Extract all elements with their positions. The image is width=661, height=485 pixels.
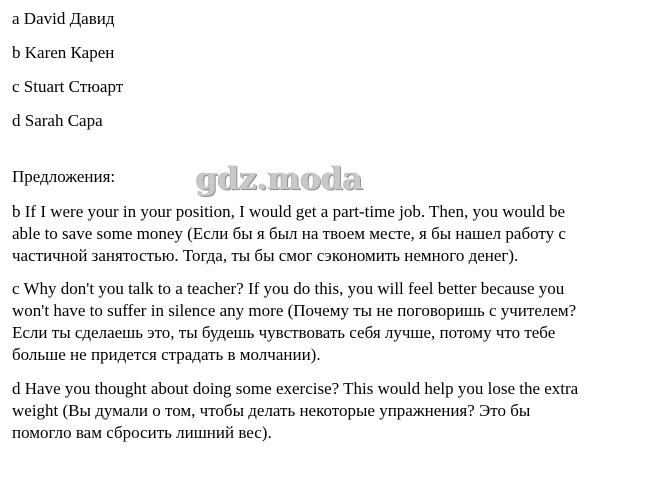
paragraph-line: Если ты сделаешь это, ты будешь чувствовать себя лучше, потому что тебе [12, 323, 556, 342]
paragraph-line: c Why don't you talk to a teacher? If you do this, you will feel better because you [12, 279, 565, 298]
paragraph-line: b If I were your in your position, I would get a part-time job. Then, you would be [12, 202, 566, 221]
paragraph-line: помогло вам сбросить лишний вес). [12, 423, 272, 442]
answer-b: b Karen Карен [12, 43, 115, 62]
paragraph-c [12, 278, 652, 366]
section-label: Предложения: [12, 167, 116, 186]
paragraph-line: больше не придется страдать в молчании). [12, 345, 321, 364]
paragraph-line: won't have to suffer in silence any more (Почему ты не поговоришь с учителем? [12, 301, 577, 320]
paragraph-line: частичной занятостью. Тогда, ты бы смог сэкономить немного денег). [12, 246, 519, 265]
answer-d: d Sarah Сара [12, 111, 103, 130]
paragraph-d [12, 378, 652, 444]
paragraph-line: d Have you thought about doing some exercise? This would help you lose the extra [12, 379, 579, 398]
paragraph-line: weight (Вы думали о том, чтобы делать некоторые упражнения? Это бы [12, 401, 531, 420]
paragraph-line: able to save some money (Если бы я был на твоем месте, я бы нашел работу с [12, 224, 566, 243]
answer-c: c Stuart Стюарт [12, 77, 124, 96]
paragraph-b [12, 201, 652, 267]
answer-a: a David Давид [12, 9, 115, 28]
watermark-logo: gdz.moda [196, 161, 363, 197]
